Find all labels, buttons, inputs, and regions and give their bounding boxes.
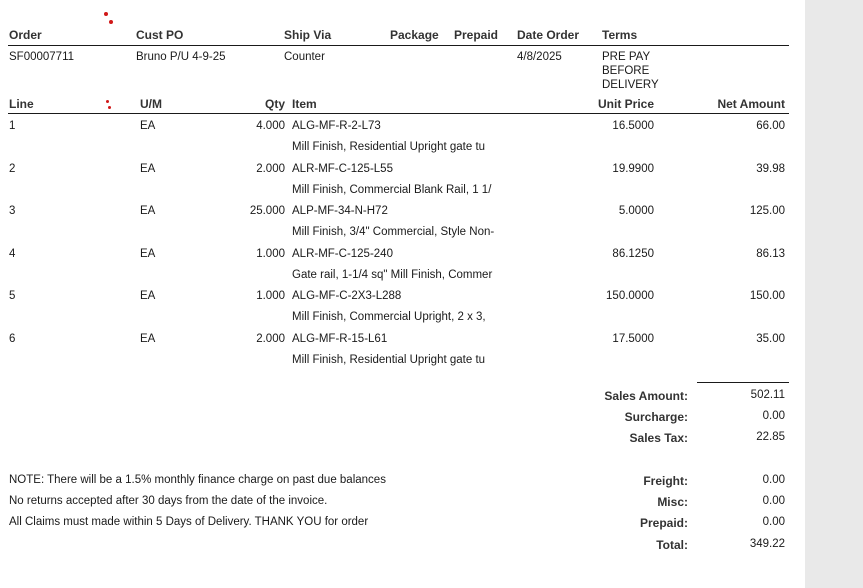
quantity: 2.000: [256, 163, 285, 175]
net-amount-column-header: Net Amount: [717, 97, 785, 111]
annotation-mark: [106, 100, 109, 103]
quantity: 25.000: [249, 205, 285, 217]
item-code: ALG-MF-R-15-L61: [292, 333, 388, 345]
package-label: Package: [390, 28, 439, 42]
item-code: ALR-MF-C-125-L55: [292, 163, 393, 175]
unit-of-measure: EA: [140, 205, 156, 217]
net-amount: 150.00: [749, 290, 785, 302]
quantity: 2.000: [256, 333, 285, 345]
item-description: Mill Finish, Residential Upright gate tu: [292, 354, 486, 366]
note-line: NOTE: There will be a 1.5% monthly finance charge on past due balances: [9, 474, 386, 486]
quantity: 1.000: [256, 248, 285, 260]
item-code: ALP-MF-34-N-H72: [292, 205, 388, 217]
unit-of-measure: EA: [140, 163, 156, 175]
net-amount: 125.00: [749, 205, 785, 217]
line-number: 6: [9, 333, 16, 345]
net-amount: 35.00: [756, 333, 785, 345]
totals-value: 502.11: [750, 389, 785, 401]
date-order-label: Date Order: [517, 28, 580, 42]
totals-label: Prepaid:: [639, 516, 688, 530]
item-description: Mill Finish, Commercial Blank Rail, 1 1/: [292, 184, 492, 196]
terms-line: PRE PAY: [602, 51, 651, 63]
terms-label: Terms: [602, 28, 638, 42]
line-number: 3: [9, 205, 16, 217]
line-number: 1: [9, 120, 16, 132]
ship-via-label: Ship Via: [284, 28, 332, 42]
item-description: Mill Finish, Commercial Upright, 2 x 3,: [292, 311, 486, 323]
note-line: All Claims must made within 5 Days of Delivery. THANK YOU for order: [9, 516, 369, 528]
unit-price: 86.1250: [612, 248, 654, 260]
prepaid-label: Prepaid: [454, 28, 499, 42]
totals-label: Total:: [656, 538, 688, 552]
line-number: 5: [9, 290, 16, 302]
totals-value: 0.00: [762, 495, 785, 507]
line-number: 2: [9, 163, 16, 175]
annotation-mark: [109, 20, 113, 24]
viewer-side-panel: [805, 0, 863, 588]
net-amount: 86.13: [756, 248, 785, 260]
unit-price: 19.9900: [612, 163, 654, 175]
item-code: ALG-MF-C-2X3-L288: [292, 290, 402, 302]
unit-of-measure: EA: [140, 120, 156, 132]
unit-price: 150.0000: [606, 290, 654, 302]
unit-of-measure: EA: [140, 290, 156, 302]
unit-price: 5.0000: [618, 205, 654, 217]
totals-value: 0.00: [762, 516, 785, 528]
terms-line: DELIVERY: [602, 79, 659, 91]
item-code: ALR-MF-C-125-240: [292, 248, 393, 260]
um-column-header: U/M: [140, 97, 162, 111]
item-column-header: Item: [292, 97, 317, 111]
totals-value: 0.00: [762, 410, 785, 422]
item-description: Mill Finish, Residential Upright gate tu: [292, 141, 486, 153]
item-description: Mill Finish, 3/4" Commercial, Style Non-: [292, 226, 495, 238]
totals-rule: [697, 382, 789, 383]
date-order-value: 4/8/2025: [517, 51, 562, 63]
quantity: 4.000: [256, 120, 285, 132]
totals-label: Freight:: [643, 474, 688, 488]
totals-value: 22.85: [756, 431, 785, 443]
totals-label: Surcharge:: [624, 410, 688, 424]
totals-value: 0.00: [762, 474, 785, 486]
cust-po-value: Bruno P/U 4-9-25: [136, 51, 226, 63]
order-number: SF00007711: [9, 51, 75, 63]
note-line: No returns accepted after 30 days from the date of the invoice.: [9, 495, 328, 507]
item-code: ALG-MF-R-2-L73: [292, 120, 381, 132]
ship-via-value: Counter: [284, 51, 325, 63]
order-label: Order: [9, 28, 42, 42]
totals-label: Misc:: [657, 495, 688, 509]
unit-price: 16.5000: [612, 120, 654, 132]
item-description: Gate rail, 1-1/4 sq" Mill Finish, Commer: [292, 269, 493, 281]
totals-label: Sales Amount:: [604, 389, 688, 403]
annotation-mark: [104, 12, 108, 16]
quantity: 1.000: [256, 290, 285, 302]
qty-column-header: Qty: [264, 97, 285, 111]
cust-po-label: Cust PO: [136, 28, 184, 42]
totals-label: Sales Tax:: [629, 431, 688, 445]
unit-of-measure: EA: [140, 333, 156, 345]
totals-value: 349.22: [749, 538, 785, 550]
net-amount: 39.98: [756, 163, 785, 175]
unit-price: 17.5000: [612, 333, 654, 345]
line-column-header: Line: [9, 97, 34, 111]
net-amount: 66.00: [756, 120, 785, 132]
annotation-mark: [108, 106, 111, 109]
unit-price-column-header: Unit Price: [597, 97, 654, 111]
line-number: 4: [9, 248, 16, 260]
unit-of-measure: EA: [140, 248, 156, 260]
header-rule: [8, 45, 789, 46]
line-header-rule: [8, 113, 789, 114]
terms-line: BEFORE: [602, 65, 650, 77]
